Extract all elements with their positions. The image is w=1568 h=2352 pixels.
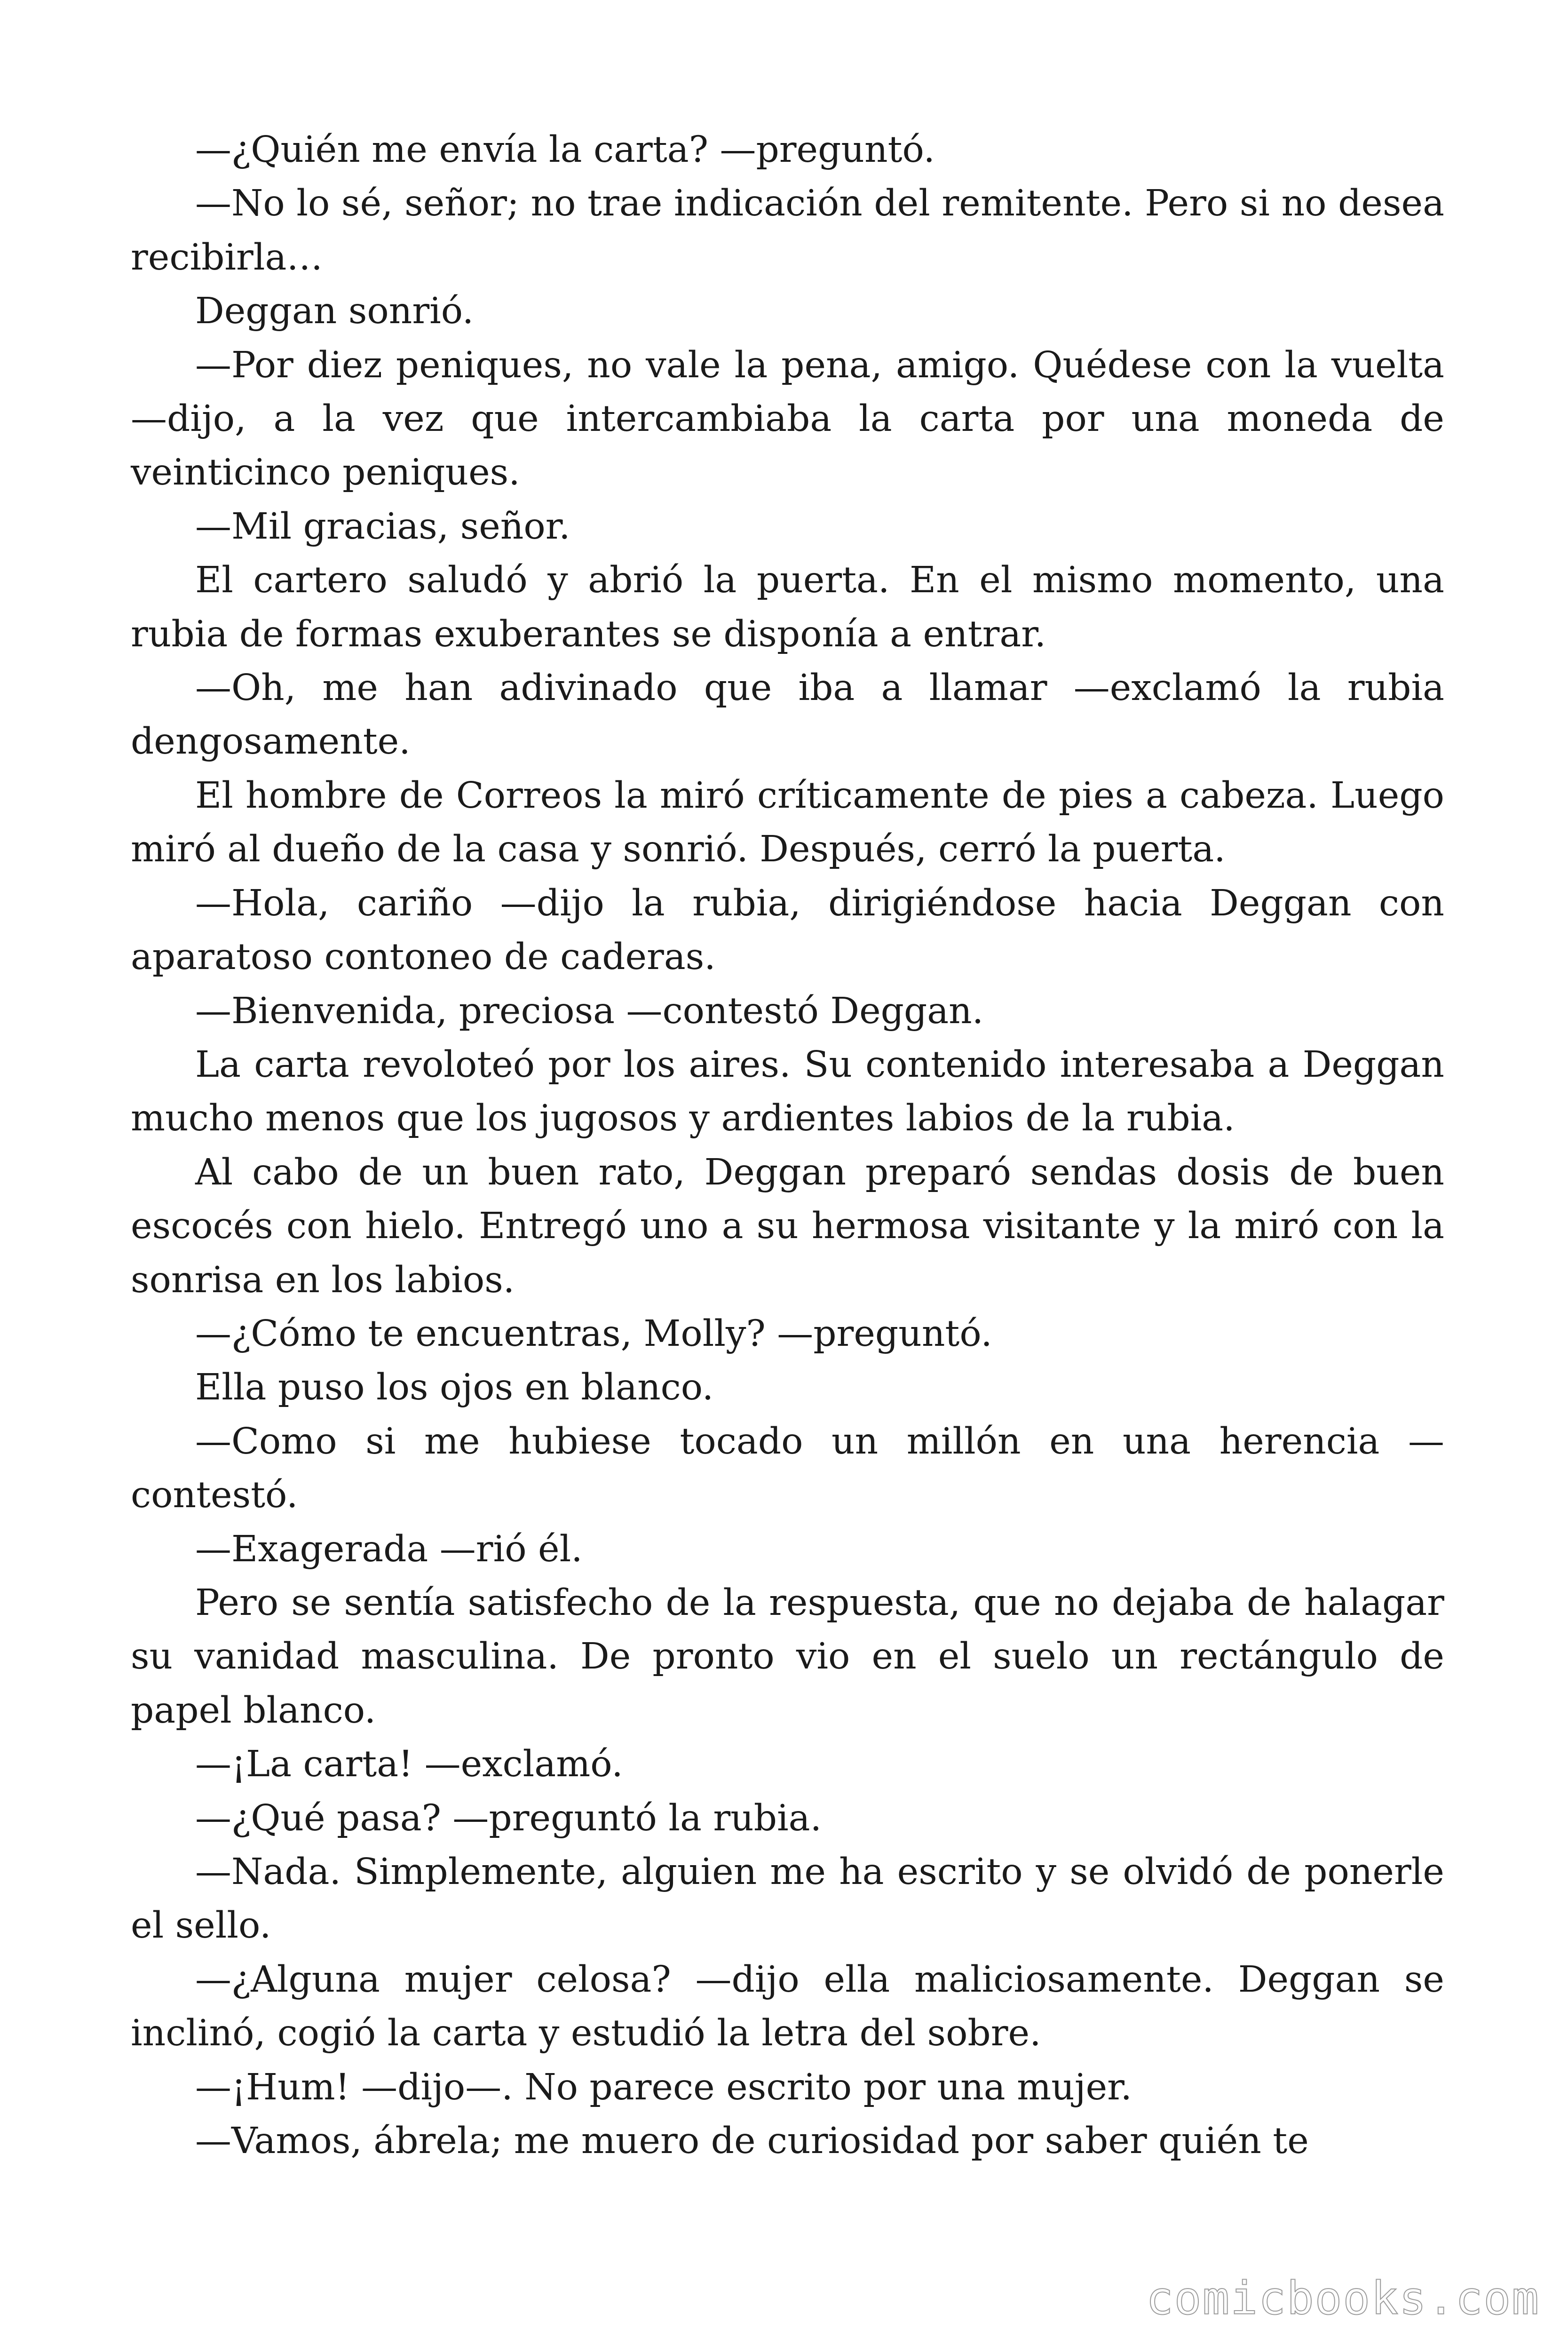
body-text — [131, 123, 1444, 2168]
paragraph: —Por diez peniques, no vale la pena, amigo. Quédese con la vuelta —dijo, a la vez que intercambiaba la carta por una moneda de veinticinco peniques. — [131, 344, 1444, 494]
paragraph: Al cabo de un buen rato, Deggan preparó sendas dosis de buen escocés con hielo. Entregó uno a su hermosa visitante y la miró con la sonrisa en los labios. — [131, 1151, 1444, 1301]
paragraph: —¡La carta! —exclamó. — [195, 1743, 623, 1786]
paragraph: Deggan sonrió. — [195, 290, 474, 333]
paragraph: —Como si me hubiese tocado un millón en una herencia — contestó. — [131, 1420, 1444, 1517]
paragraph: —No lo sé, señor; no trae indicación del remitente. Pero si no desea recibirla… — [131, 183, 1444, 278]
paragraph: Ella puso los ojos en blanco. — [195, 1367, 714, 1409]
paragraph: —¿Alguna mujer celosa? —dijo ella maliciosamente. Deggan se inclinó, cogió la carta y estudió la letra del sobre. — [131, 1958, 1444, 2055]
paragraph: El cartero saludó y abrió la puerta. En el mismo momento, una rubia de formas exuberantes se disponía a entrar. — [131, 559, 1444, 655]
watermark: comicbooks.com — [1146, 2272, 1540, 2325]
paragraph: —Oh, me han adivinado que iba a llamar —exclamó la rubia dengosamente. — [131, 667, 1444, 763]
paragraph: —Hola, cariño —dijo la rubia, dirigiéndose hacia Deggan con aparatoso contoneo de caderas. — [131, 882, 1444, 978]
paragraph: —Mil gracias, señor. — [195, 505, 570, 548]
paragraph: —Exagerada —rió él. — [195, 1528, 583, 1570]
paragraph: —¡Hum! —dijo—. No parece escrito por una mujer. — [195, 2066, 1132, 2108]
paragraph: —¿Qué pasa? —preguntó la rubia. — [195, 1797, 822, 1839]
paragraph: —Vamos, ábrela; me muero de curiosidad por saber quién te — [195, 2120, 1309, 2162]
paragraph: —¿Quién me envía la carta? —preguntó. — [195, 129, 935, 171]
paragraph: Pero se sentía satisfecho de la respuesta, que no dejaba de halagar su vanidad masculina. De pronto vio en el suelo un rectángulo de papel blanco. — [131, 1581, 1444, 1732]
paragraph: —¿Cómo te encuentras, Molly? —preguntó. — [195, 1312, 992, 1355]
paragraph: —Bienvenida, preciosa —contestó Deggan. — [195, 990, 984, 1032]
paragraph: La carta revoloteó por los aires. Su contenido interesaba a Deggan mucho menos que los jugosos y ardientes labios de la rubia. — [131, 1043, 1444, 1140]
paragraph: —Nada. Simplemente, alguien me ha escrito y se olvidó de ponerle el sello. — [131, 1851, 1444, 1947]
paragraph: El hombre de Correos la miró críticamente de pies a cabeza. Luego miró al dueño de la casa y sonrió. Después, cerró la puerta. — [131, 774, 1444, 871]
